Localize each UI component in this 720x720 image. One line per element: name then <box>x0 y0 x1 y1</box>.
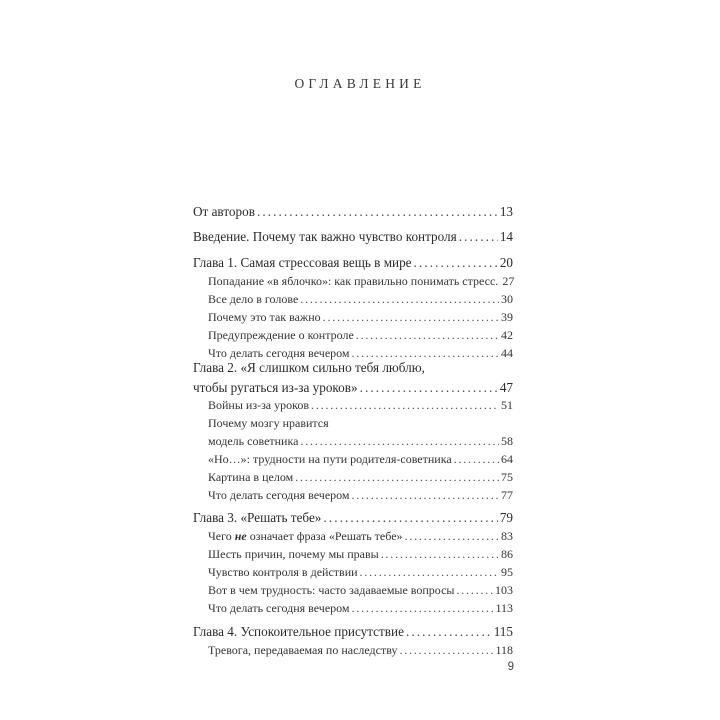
toc-entry-label: Чувство контроля в действии <box>208 565 358 579</box>
toc-entry-label: Предупреждение о контроле <box>208 328 354 342</box>
toc-entry-page: 13 <box>499 204 513 219</box>
leader-dots <box>323 509 497 527</box>
toc-entry-page: 64 <box>501 452 513 466</box>
leader-dots <box>352 599 494 617</box>
toc-entry-page: 83 <box>501 529 513 543</box>
leader-dots <box>300 432 499 450</box>
toc-entry[interactable] <box>208 414 513 432</box>
toc-entry-page: 79 <box>499 510 513 525</box>
toc-entry[interactable] <box>193 379 513 397</box>
toc-entry-label: Глава 3. «Решать тебе» <box>193 510 322 525</box>
toc-entry[interactable] <box>208 450 513 468</box>
toc-entry-label: Глава 1. Самая стрессовая вещь в мире <box>193 255 412 270</box>
toc-entry[interactable] <box>208 641 513 659</box>
leader-dots <box>381 545 499 563</box>
toc-entry-label: Что делать сегодня вечером <box>208 601 350 615</box>
toc-entry[interactable] <box>208 308 513 326</box>
leader-dots <box>459 228 498 246</box>
toc-entry[interactable] <box>193 509 513 527</box>
toc-entry-label: Что делать сегодня вечером <box>208 488 350 502</box>
toc-entry-label: Почему мозгу нравится <box>208 416 329 430</box>
leader-dots <box>257 203 498 221</box>
toc-entry-label: модель советника <box>208 434 299 448</box>
toc-entry[interactable] <box>208 545 513 563</box>
toc-entry[interactable] <box>193 359 513 377</box>
toc-entry-page: 51 <box>501 398 513 412</box>
toc-entry-page: 42 <box>501 328 513 342</box>
toc-entry-page: 44 <box>501 346 513 360</box>
toc-entry-label: чтобы ругаться из-за уроков» <box>193 380 358 395</box>
toc-entry[interactable] <box>208 290 513 308</box>
page-title: ОГЛАВЛЕНИЕ <box>294 76 426 91</box>
leader-dots <box>399 641 493 659</box>
toc-entry-page: 30 <box>501 292 513 306</box>
leader-dots <box>356 326 499 344</box>
toc-entry-label: «Но…»: трудности на пути родителя-советника <box>208 452 452 466</box>
leader-dots <box>311 396 499 414</box>
toc-entry-label: Все дело в голове <box>208 292 299 306</box>
toc-entry-page: 115 <box>493 624 513 639</box>
toc-entry[interactable] <box>193 228 513 246</box>
leader-dots <box>352 486 499 504</box>
toc-entry-label: От авторов <box>193 204 255 219</box>
toc-entry-label: Попадание «в яблочко»: как правильно понимать стресс. <box>208 274 499 288</box>
page-number: 9 <box>507 661 514 673</box>
toc-entry-label: Вот в чем трудность: часто задаваемые вопросы <box>208 583 455 597</box>
toc-entry[interactable] <box>208 486 513 504</box>
leader-dots <box>360 563 499 581</box>
toc-entry-label: Чего не означает фраза «Решать тебе» <box>208 529 403 543</box>
toc-entry-label: Войны из-за уроков <box>208 398 310 412</box>
leader-dots <box>457 581 494 599</box>
leader-dots <box>454 450 499 468</box>
toc-entry[interactable] <box>193 203 513 221</box>
toc-entry[interactable] <box>208 468 513 486</box>
leader-dots <box>405 527 499 545</box>
toc-entry[interactable] <box>208 396 513 414</box>
toc-entry[interactable] <box>208 599 513 617</box>
toc-entry-label: Введение. Почему так важно чувство контроля <box>193 229 457 244</box>
toc-entry-page: 47 <box>499 380 513 395</box>
toc-entry-label: Что делать сегодня вечером <box>208 346 350 360</box>
toc-entry-page: 118 <box>495 643 513 657</box>
toc-entry[interactable] <box>208 432 513 450</box>
toc-entry-page: 39 <box>501 310 513 324</box>
toc-entry-page: 75 <box>501 470 513 484</box>
leader-dots <box>300 290 499 308</box>
toc-entry-label: Шесть причин, почему мы правы <box>208 547 379 561</box>
toc-entry-page: 113 <box>495 601 513 615</box>
toc-entry[interactable] <box>208 527 513 545</box>
toc-entry-page: 77 <box>501 488 513 502</box>
toc-entry[interactable] <box>208 581 513 599</box>
toc-entry-page: 103 <box>495 583 513 597</box>
leader-dots <box>406 623 492 641</box>
toc-entry-label: Глава 4. Успокоительное присутствие <box>193 624 404 639</box>
toc-entry-page: 14 <box>499 229 513 244</box>
leader-dots <box>414 254 498 272</box>
toc-entry[interactable] <box>208 326 513 344</box>
toc-entry[interactable] <box>208 563 513 581</box>
toc-entry-page: 95 <box>501 565 513 579</box>
leader-dots <box>295 468 499 486</box>
leader-dots <box>360 379 498 397</box>
emphasis: не <box>234 529 247 543</box>
toc-entry-page: 27 <box>502 274 515 288</box>
toc-entry[interactable] <box>193 254 513 272</box>
toc-entry[interactable] <box>193 623 513 641</box>
toc-entry-page: 20 <box>499 255 513 270</box>
toc-entry-label: Глава 2. «Я слишком сильно тебя люблю, <box>193 360 425 375</box>
toc-entry-label: Почему это так важно <box>208 310 321 324</box>
toc-entry-label: Картина в целом <box>208 470 294 484</box>
toc-entry-page: 86 <box>501 547 513 561</box>
toc-entry-page: 58 <box>501 434 513 448</box>
toc-entry[interactable] <box>208 272 513 290</box>
leader-dots <box>323 308 499 326</box>
toc-entry-label: Тревога, передаваемая по наследству <box>208 643 398 657</box>
